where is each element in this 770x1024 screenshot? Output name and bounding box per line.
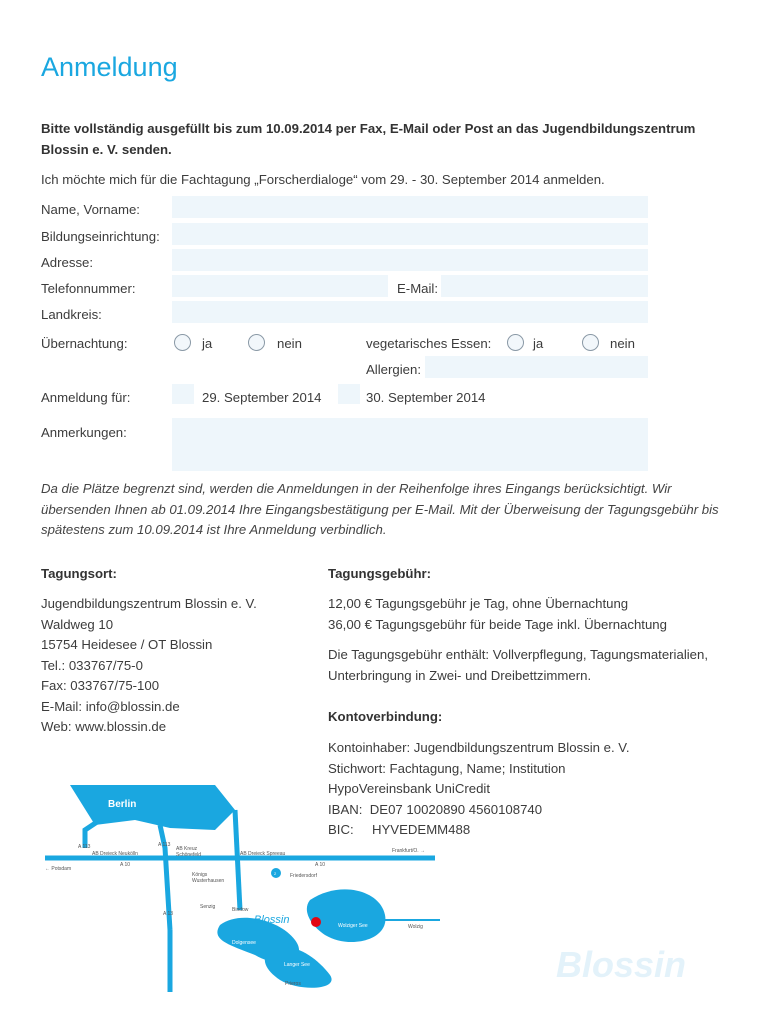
allergies-field[interactable] (425, 356, 648, 378)
blossin-pin-icon (311, 917, 321, 927)
email-field[interactable] (441, 275, 648, 297)
map-label-dreieck-spreeau: AB Dreieck Spreeau (240, 851, 286, 857)
district-label: Landkreis: (41, 307, 102, 322)
map-label-blossin: Blossin (254, 914, 290, 926)
road-a13 (235, 810, 240, 910)
registration-for-label: Anmeldung für: (41, 390, 131, 405)
venue-line: Jugendbildungszentrum Blossin e. V. (41, 596, 257, 611)
map-label-frankfurt: Frankfurt/O. → (392, 848, 426, 854)
page-title: Anmeldung (41, 52, 178, 82)
blossin-logo: Blossin (556, 944, 687, 985)
map-label-exit-2: 2 (274, 871, 277, 876)
account-heading: Kontoverbindung: (328, 709, 443, 724)
vegetarian-yes-radio[interactable] (507, 334, 524, 351)
fee-lines (328, 594, 667, 635)
venue-address (41, 594, 257, 738)
fee-includes-line: Unterbringung in Zwei- und Dreibettzimmern. (328, 667, 592, 683)
map-label-dolgensee: Dolgensee (232, 940, 256, 946)
address-label: Adresse: (41, 255, 94, 270)
map-label-a13: A 13 (163, 911, 174, 917)
email-label: E-Mail: (397, 281, 439, 296)
day2-label: 30. September 2014 (366, 390, 486, 405)
allergies-label: Allergien: (366, 362, 421, 377)
map-label-berlin: Berlin (108, 799, 137, 810)
map-label-prieros: Prieros (285, 981, 301, 987)
vegetarian-yes-label: ja (533, 336, 544, 351)
fee-line: 12,00 € Tagungsgebühr je Tag, ohne Übernachtung (328, 596, 629, 611)
venue-line: Tel.: 033767/75-0 (41, 657, 143, 673)
address-field[interactable] (172, 249, 648, 271)
overnight-no-radio[interactable] (248, 334, 265, 351)
venue-heading: Tagungsort: (41, 566, 117, 581)
intro-text: Bitte vollständig ausgefüllt bis zum 10.09.2014 per Fax, E-Mail oder Post an das Jugendbildungszentrum Blossin e. V. senden. (41, 121, 696, 157)
map-label-bindow: Bindow (232, 907, 249, 913)
vegetarian-no-label: nein (610, 336, 635, 351)
map-label-potsdam: ← Potsdam (45, 866, 72, 872)
phone-field[interactable] (172, 275, 388, 297)
vegetarian-no-radio[interactable] (582, 334, 599, 351)
overnight-no-label: nein (277, 336, 302, 351)
account-line: Stichwort: Fachtagung, Name; Institution (328, 760, 566, 776)
account-line: BIC: HYVEDEMM488 (328, 822, 471, 837)
venue-line: 15754 Heidesee / OT Blossin (41, 637, 213, 652)
fee-line: 36,00 € Tagungsgebühr für beide Tage inkl. Übernachtung (328, 616, 667, 632)
institution-field[interactable] (172, 223, 648, 245)
venue-line: Fax: 033767/75-100 (41, 678, 160, 693)
fee-includes-line: Die Tagungsgebühr enthält: Vollverpflegung, Tagungsmaterialien, (328, 647, 709, 662)
wolziger-see-lake (307, 889, 386, 942)
map-label-a10: A 10 (315, 862, 326, 868)
district-field[interactable] (172, 301, 648, 323)
map-label-wusterhausen: Wusterhausen (192, 878, 225, 884)
map-label-kreuz: AB Kreuz (176, 846, 198, 852)
map-label-wolzig: Wolzig (408, 924, 423, 930)
day1-label: 29. September 2014 (202, 390, 322, 405)
phone-label: Telefonnummer: (41, 281, 136, 296)
account-line: Kontoinhaber: Jugendbildungszentrum Blossin e. V. (328, 740, 630, 755)
overnight-yes-label: ja (202, 336, 213, 351)
remarks-label: Anmerkungen: (41, 425, 127, 440)
map-label-a113: A 113 (158, 842, 171, 848)
overnight-label: Übernachtung: (41, 336, 128, 351)
fee-heading: Tagungsgebühr: (328, 566, 432, 581)
account-line: HypoVereinsbank UniCredit (328, 781, 490, 796)
name-field[interactable] (172, 196, 648, 218)
fee-includes (328, 645, 708, 686)
overnight-yes-radio[interactable] (174, 334, 191, 351)
institution-label: Bildungseinrichtung: (41, 229, 160, 244)
remarks-field[interactable] (172, 418, 648, 471)
location-map (40, 780, 440, 994)
map-label-senzig: Senzig (200, 904, 216, 910)
map-label-friedersdorf: Friedersdorf (290, 873, 317, 879)
name-label: Name, Vorname: (41, 202, 140, 217)
day1-checkbox[interactable] (172, 384, 194, 404)
notice-text: Da die Plätze begrenzt sind, werden die Anmeldungen in der Reihenfolge ihres Eingangs berücksichtigt. Wir übersenden Ihnen ab 01.09.2014 Ihre Eingangsbestätigung per E-Mail. Mit der Überweisung der Tagungsgebühr bis spätestens zum 10.09.2014 ist Ihre Anmeldung verbindlich. (41, 481, 719, 537)
vegetarian-label: vegetarisches Essen: (366, 336, 492, 351)
map-label-koenigs: Königs (192, 872, 208, 878)
venue-line: Web: www.blossin.de (41, 719, 167, 734)
account-line: IBAN: DE07 10020890 4560108740 (328, 801, 543, 817)
day2-checkbox[interactable] (338, 384, 360, 404)
map-label-a10: A 10 (120, 862, 131, 868)
map-label-schoenefeld: Schönefeld (176, 852, 202, 858)
map-label-langer-see: Langer See (284, 962, 310, 968)
map-label-a113: A 113 (78, 844, 91, 850)
registration-statement: Ich möchte mich für die Fachtagung „Forscherdialoge“ vom 29. - 30. September 2014 anmelden. (41, 172, 605, 187)
venue-line: Waldweg 10 (41, 616, 114, 632)
map-label-dreieck-neukoelln: AB Dreieck Neukölln (92, 851, 138, 857)
map-label-wolziger-see: Wolziger See (338, 923, 368, 929)
venue-line: E-Mail: info@blossin.de (41, 698, 180, 714)
